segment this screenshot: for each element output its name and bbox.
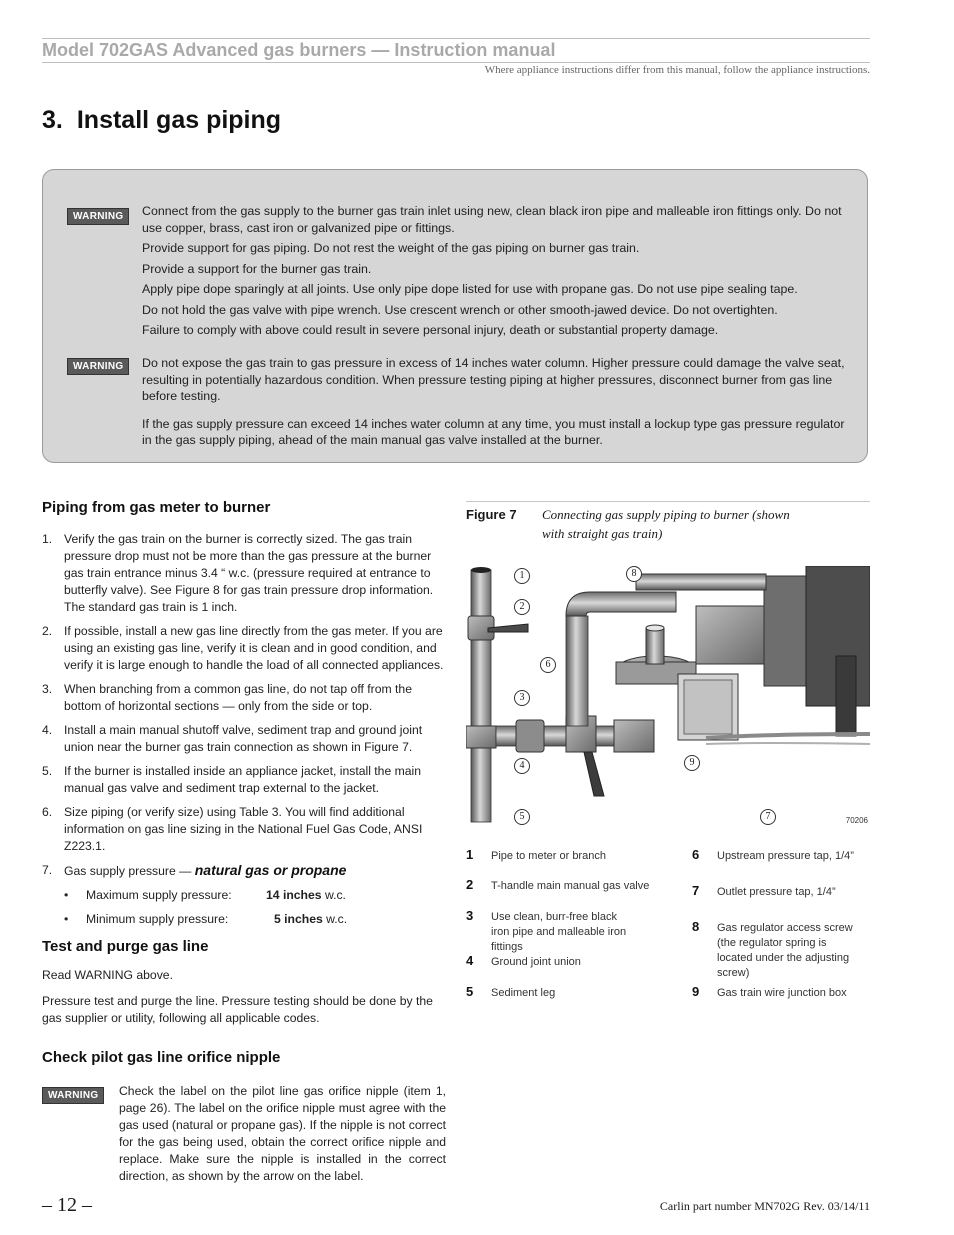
paragraph: Pressure test and purge the line. Pressure testing should be done by the gas supplier or utility, following all applicable codes. xyxy=(42,994,433,1025)
list-item: 1. Verify the gas train on the burner is correctly sized. The gas train pressure drop must not be more than the gas pressure at the burner gas train entrance minus 3.4 “ w.c. (pressure required at entrance to butterfly valve). See Figure 8 for gas train pressure drop information. The standard gas train is 1 inch. xyxy=(42,532,434,614)
header-rule-bottom xyxy=(42,62,870,63)
piping-heading: Piping from gas meter to burner xyxy=(42,499,271,516)
warning-block-1 xyxy=(141,203,853,343)
warning-line: If the gas supply pressure can exceed 14 inches water column at any time, you must install a lockup type gas pressure regulator in the gas supply piping, ahead of the main manual gas valve installed at the burner. xyxy=(142,416,845,447)
section-heading xyxy=(42,106,281,135)
warning-badge: WARNING xyxy=(67,358,129,375)
warning-line: Provide support for gas piping. Do not rest the weight of the gas piping on burner gas train. xyxy=(142,241,640,255)
emphasis: natural gas or propane xyxy=(194,862,347,878)
test-heading: Test and purge gas line xyxy=(42,938,209,955)
header-rule-top xyxy=(42,38,870,39)
list-item: 5. If the burner is installed inside an appliance jacket, install the main manual gas valve and sediment trap external to the jacket. xyxy=(42,764,422,795)
page-number: – 12 – xyxy=(42,1194,92,1216)
pilot-text: Check the label on the pilot line gas orifice nipple (item 1, page 26). The label on the orifice nipple must agree with the gas used (natural or propane gas). If the nipple is not correct for the gas being used, obtain the correct orifice nipple and replace. Make sure the nipple is installed in the correct direction, as shown by the arrow on the label. xyxy=(119,1084,446,1183)
part-number: Carlin part number MN702G Rev. 03/14/11 xyxy=(659,1199,870,1213)
piping-steps xyxy=(42,531,446,935)
gas-piping-illustration xyxy=(466,566,870,830)
warning-line: Do not expose the gas train to gas pressure in excess of 14 inches water column. Higher pressure could damage the valve seat, resulting in potentially hazardous condition. When pressure testing piping at higher pressures, disconnect burner from gas line before testing. xyxy=(142,356,845,403)
figure-code: 70206 xyxy=(845,816,868,825)
callout-7: 7 xyxy=(760,809,776,825)
manual-subtitle: Where appliance instructions differ from this manual, follow the appliance instructions. xyxy=(484,64,870,76)
callout-3: 3 xyxy=(514,690,530,706)
list-item: 6. Size piping (or verify size) using Table 3. You will find additional information on gas line sizing in the National Fuel Gas Code, ANSI Z223.1. xyxy=(42,805,423,853)
callout-8: 8 xyxy=(626,566,642,582)
manual-title: Model 702GAS Advanced gas burners — Instruction manual xyxy=(42,40,556,60)
warning-line: Do not hold the gas valve with pipe wrench. Use crescent wrench or other smooth-jawed device. Do not overtighten. xyxy=(142,302,778,317)
warning-badge: WARNING xyxy=(67,208,129,225)
warning-badge: WARNING xyxy=(42,1087,104,1104)
figure-caption: Connecting gas supply piping to burner (shown with straight gas train) xyxy=(542,507,790,541)
bullet-item: • Minimum supply pressure: 5 inches w.c. xyxy=(64,912,348,926)
callout-2: 2 xyxy=(514,599,530,615)
figure-rule xyxy=(466,501,870,502)
bullet-item: • Maximum supply pressure: 14 inches w.c. xyxy=(64,888,346,902)
callout-5: 5 xyxy=(514,809,530,825)
section-title: Install gas piping xyxy=(76,106,282,134)
warning-line: Failure to comply with above could result in severe personal injury, death or substantial property damage. xyxy=(142,323,719,337)
test-body xyxy=(42,967,446,1036)
warning-line: Provide a support for the burner gas train. xyxy=(142,261,372,276)
list-item: 7. Gas supply pressure — natural gas or propane xyxy=(42,862,347,878)
section-number: 3. xyxy=(42,106,63,134)
list-item: 2. If possible, install a new gas line directly from the gas meter. If you are using an existing gas line, verify it is clean and in good condition, and verify it is large enough to handle the load of all connected appliances. xyxy=(42,624,444,672)
callout-6: 6 xyxy=(540,657,556,673)
callout-1: 1 xyxy=(514,568,530,584)
callout-9: 9 xyxy=(684,755,700,771)
warning-line: Connect from the gas supply to the burner gas train inlet using new, clean black iron pipe and malleable iron fittings only. Do not use copper, brass, cast iron or galvanized pipe or fittings. xyxy=(142,204,842,235)
callout-4: 4 xyxy=(514,758,530,774)
list-item: 3. When branching from a common gas line, do not tap off from the bottom of horizontal sections — only from the side or top. xyxy=(42,682,412,713)
paragraph: Read WARNING above. xyxy=(42,968,173,982)
warning-box xyxy=(42,169,868,463)
list-item: 4. Install a main manual shutoff valve, sediment trap and ground joint union near the burner gas train connection as shown in Figure 7. xyxy=(42,723,423,754)
figure-label: Figure 7 xyxy=(466,507,517,522)
warning-block-2 xyxy=(141,355,853,453)
warning-line: Apply pipe dope sparingly at all joints. Use only pipe dope listed for use with propane gas. Do not use pipe sealing tape. xyxy=(142,282,798,296)
pilot-heading: Check pilot gas line orifice nipple xyxy=(42,1049,281,1066)
